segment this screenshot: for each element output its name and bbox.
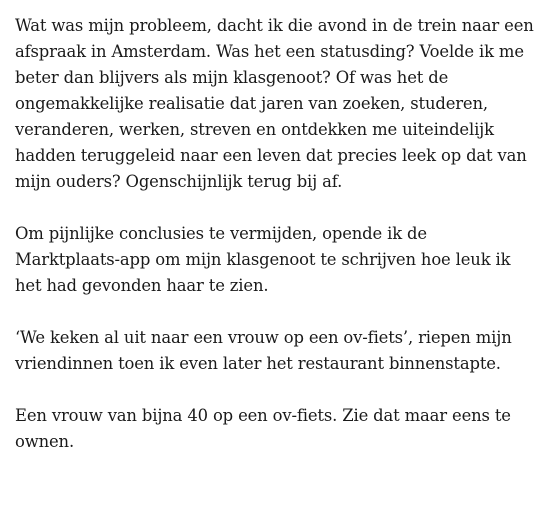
text-line: Marktplaats-app om mijn klasgenoot te schrijven hoe leuk ik (15, 250, 511, 269)
text-line: Wat was mijn probleem, dacht ik die avond in de trein naar een (15, 16, 534, 35)
paragraph-1 (15, 13, 555, 195)
text-line: hadden teruggeleid naar een leven dat precies leek op dat van (15, 146, 527, 165)
text-line: beter dan blijvers als mijn klasgenoot? Of was het de (15, 68, 449, 87)
text-line: ownen. (15, 432, 75, 451)
text-line: ‘We keken al uit naar een vrouw op een ov-fiets’, riepen mijn (15, 328, 512, 347)
text-line: Om pijnlijke conclusies te vermijden, opende ik de (15, 224, 427, 243)
text-line: afspraak in Amsterdam. Was het een statusding? Voelde ik me (15, 42, 524, 61)
text-line: Een vrouw van bijna 40 op een ov-fiets. Zie dat maar eens te (15, 406, 511, 425)
text-line: ongemakkelijke realisatie dat jaren van zoeken, studeren, (15, 94, 488, 113)
paragraph-2 (15, 221, 555, 299)
text-line: veranderen, werken, streven en ontdekken me uiteindelijk (15, 120, 494, 139)
text-line: vriendinnen toen ik even later het restaurant binnenstapte. (15, 354, 501, 373)
article-body (15, 13, 555, 481)
text-line: het had gevonden haar te zien. (15, 276, 269, 295)
paragraph-3 (15, 325, 555, 377)
text-line: mijn ouders? Ogenschijnlijk terug bij af. (15, 172, 343, 191)
paragraph-4 (15, 403, 555, 455)
